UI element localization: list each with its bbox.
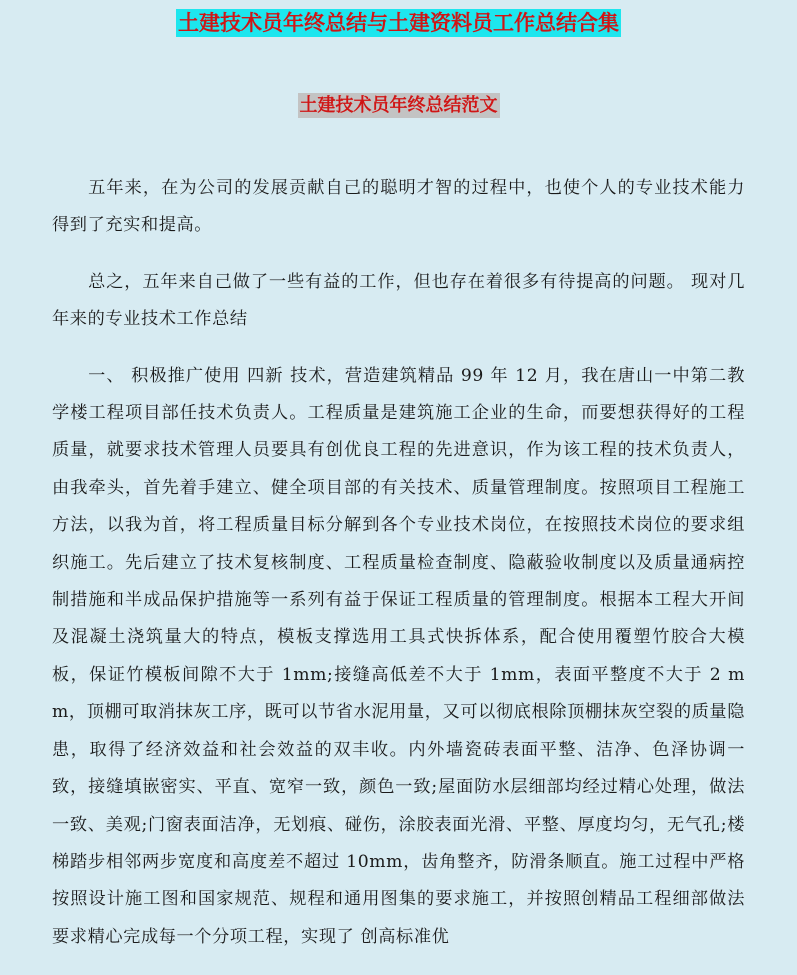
paragraph-2: 总之，五年来自己做了一些有益的工作，但也存在着很多有待提高的问题。 现对几年来的专业技术工作总结 [52, 271, 745, 330]
section-title-text: 土建技术员年终总结范文 [299, 95, 498, 116]
main-title [0, 8, 797, 38]
body-text [52, 170, 745, 975]
section-title [0, 92, 797, 120]
paragraph-1: 五年来，在为公司的发展贡献自己的聪明才智的过程中，也使个人的专业技术能力得到了充实和提高。 [52, 178, 745, 236]
main-title-text: 土建技术员年终总结与土建资料员工作总结合集 [178, 11, 619, 35]
paragraph-3: 一、 积极推广使用 四新 技术，营造建筑精品 99 年 12 月，我在唐山一中第二教学楼工程项目部任技术负责人。工程质量是建筑施工企业的生命，而要想获得好的工程质量，就要求技术管理人员要具有创优良工程的先进意识，作为该工程的技术负责人，由我牵头，首先着手建立、健全项目部的有关技术、质量管理制度。按照项目工程施工方法，以我为首，将工程质量目标分解到各个专业技术岗位，在按照技术岗位的要求组织施工。先后建立了技术复核制度、工程质量检查制度、隐蔽验收制度以及质量通病控制措施和半成品保护措施等一系列有益于保证工程质量的管理制度。根据本工程大开间及混凝土浇筑量大的特点，模板支撑选用工具式快拆体系，配合使用覆塑竹胶合大模板，保证竹模板间隙不大于 1mm;接缝高低差不大于 1mm，表面平整度不大于 2 mm，顶棚可取消抹灰工序，既可以节省水泥用量，又可以彻底根除顶棚抹灰空裂的质量隐患，取得了经济效益和社会效益的双丰收。内外墙瓷砖表面平整、洁净、色泽协调一致，接缝填嵌密实、平直、宽窄一致，颜色一致;屋面防水层细部均经过精心处理，做法一致、美观;门窗表面洁净，无划痕、碰伤，涂胶表面光滑、平整、厚度均匀，无气孔;楼梯踏步相邻两步宽度和高度差不超过 10mm，齿角整齐，防滑条顺直。施工过程中严格按照设计施工图和国家规范、规程和通用图集的要求施工，并按照创精品工程细部做法要求精心完成每一个分项工程，实现了 创高标准优 [52, 365, 745, 947]
